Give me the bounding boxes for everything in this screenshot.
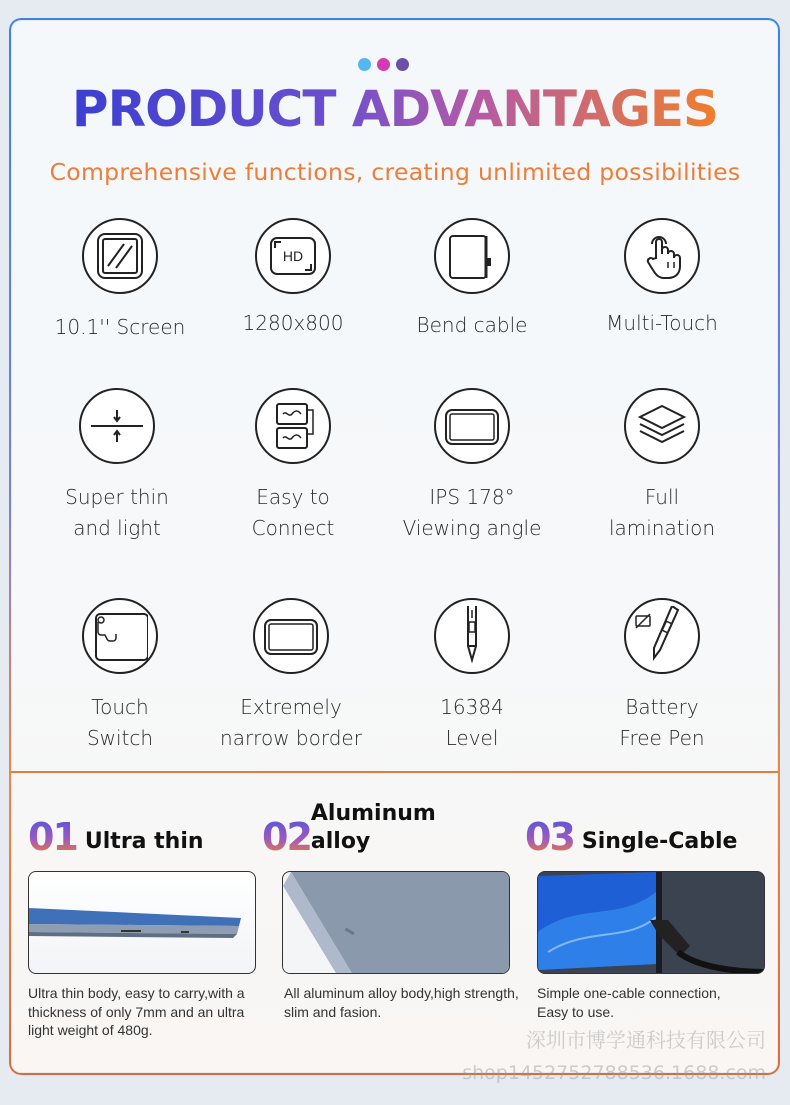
feature-label: Extremely narrow border xyxy=(220,695,362,750)
page-subtitle: Comprehensive functions, creating unlimited possibilities xyxy=(49,158,741,186)
dot-blue xyxy=(358,58,371,71)
feature-super-thin xyxy=(22,388,212,544)
screen-icon xyxy=(82,218,158,294)
advantage-number: 03 xyxy=(525,815,574,859)
feature-bend-cable xyxy=(377,218,567,341)
feature-label: 1280x800 xyxy=(242,311,344,335)
advantage-description: All aluminum alloy body,high strength, slim and fasion. xyxy=(284,985,519,1020)
feature-lamination xyxy=(567,388,757,544)
ips-icon xyxy=(434,388,510,464)
page-title: PRODUCT ADVANTAGES xyxy=(71,80,719,138)
layers-icon xyxy=(624,388,700,464)
feature-multi-touch xyxy=(567,218,757,339)
connect-icon xyxy=(255,388,331,464)
feature-label: Battery Free Pen xyxy=(619,695,705,750)
feature-label: Touch Switch xyxy=(86,695,154,750)
feature-label: 16384 Level xyxy=(440,695,504,750)
feature-label: 10.1'' Screen xyxy=(54,315,186,339)
advantage-ultra-thin xyxy=(28,808,268,1040)
battery-pen-icon xyxy=(624,598,700,674)
watermark-company: 深圳市博学通科技有限公司 xyxy=(526,1028,766,1052)
dot-purple xyxy=(396,58,409,71)
feature-narrow-border xyxy=(196,598,386,754)
thin-icon xyxy=(79,388,155,464)
aluminum-image xyxy=(282,871,510,974)
advantage-description: Ultra thin body, easy to carry,with a thickness of only 7mm and an ultra light weight of 480g. xyxy=(28,985,245,1038)
narrow-border-icon xyxy=(253,598,329,674)
advantage-number: 02 xyxy=(262,815,311,859)
hd-icon xyxy=(255,218,331,294)
advantage-title: Aluminum alloy xyxy=(310,801,436,854)
feature-label: Multi-Touch xyxy=(606,311,718,335)
advantage-single-cable xyxy=(525,808,765,1021)
feature-resolution xyxy=(198,218,388,339)
advantage-description: Simple one-cable connection, Easy to use. xyxy=(537,985,721,1020)
feature-label: IPS 178° Viewing angle xyxy=(402,485,542,540)
feature-ips xyxy=(377,388,567,544)
feature-label: Bend cable xyxy=(416,313,528,337)
advantage-title: Ultra thin xyxy=(84,829,204,854)
section-divider xyxy=(11,771,778,773)
advantage-aluminum xyxy=(262,801,519,1021)
bend-cable-icon xyxy=(434,218,510,294)
single-cable-image xyxy=(537,871,765,974)
touch-hand-icon xyxy=(624,218,700,294)
decor-dots xyxy=(358,58,409,71)
ultra-thin-image xyxy=(28,871,256,974)
feature-pressure-level xyxy=(377,598,567,754)
svg-text:HD: HD xyxy=(282,248,304,264)
feature-touch-switch xyxy=(25,598,215,754)
feature-label: Super thin and light xyxy=(65,485,169,540)
feature-label: Full lamination xyxy=(608,485,716,540)
touch-switch-icon xyxy=(82,598,158,674)
advantage-title: Single-Cable xyxy=(581,829,738,854)
feature-easy-connect xyxy=(198,388,388,544)
advantage-number: 01 xyxy=(28,815,77,859)
feature-label: Easy to Connect xyxy=(251,485,335,540)
watermark-shop-url: shop1452752788536.1688.com xyxy=(462,1062,766,1084)
feature-screen xyxy=(25,218,215,343)
dot-pink xyxy=(377,58,390,71)
pen-icon xyxy=(434,598,510,674)
feature-battery-free-pen xyxy=(567,598,757,754)
